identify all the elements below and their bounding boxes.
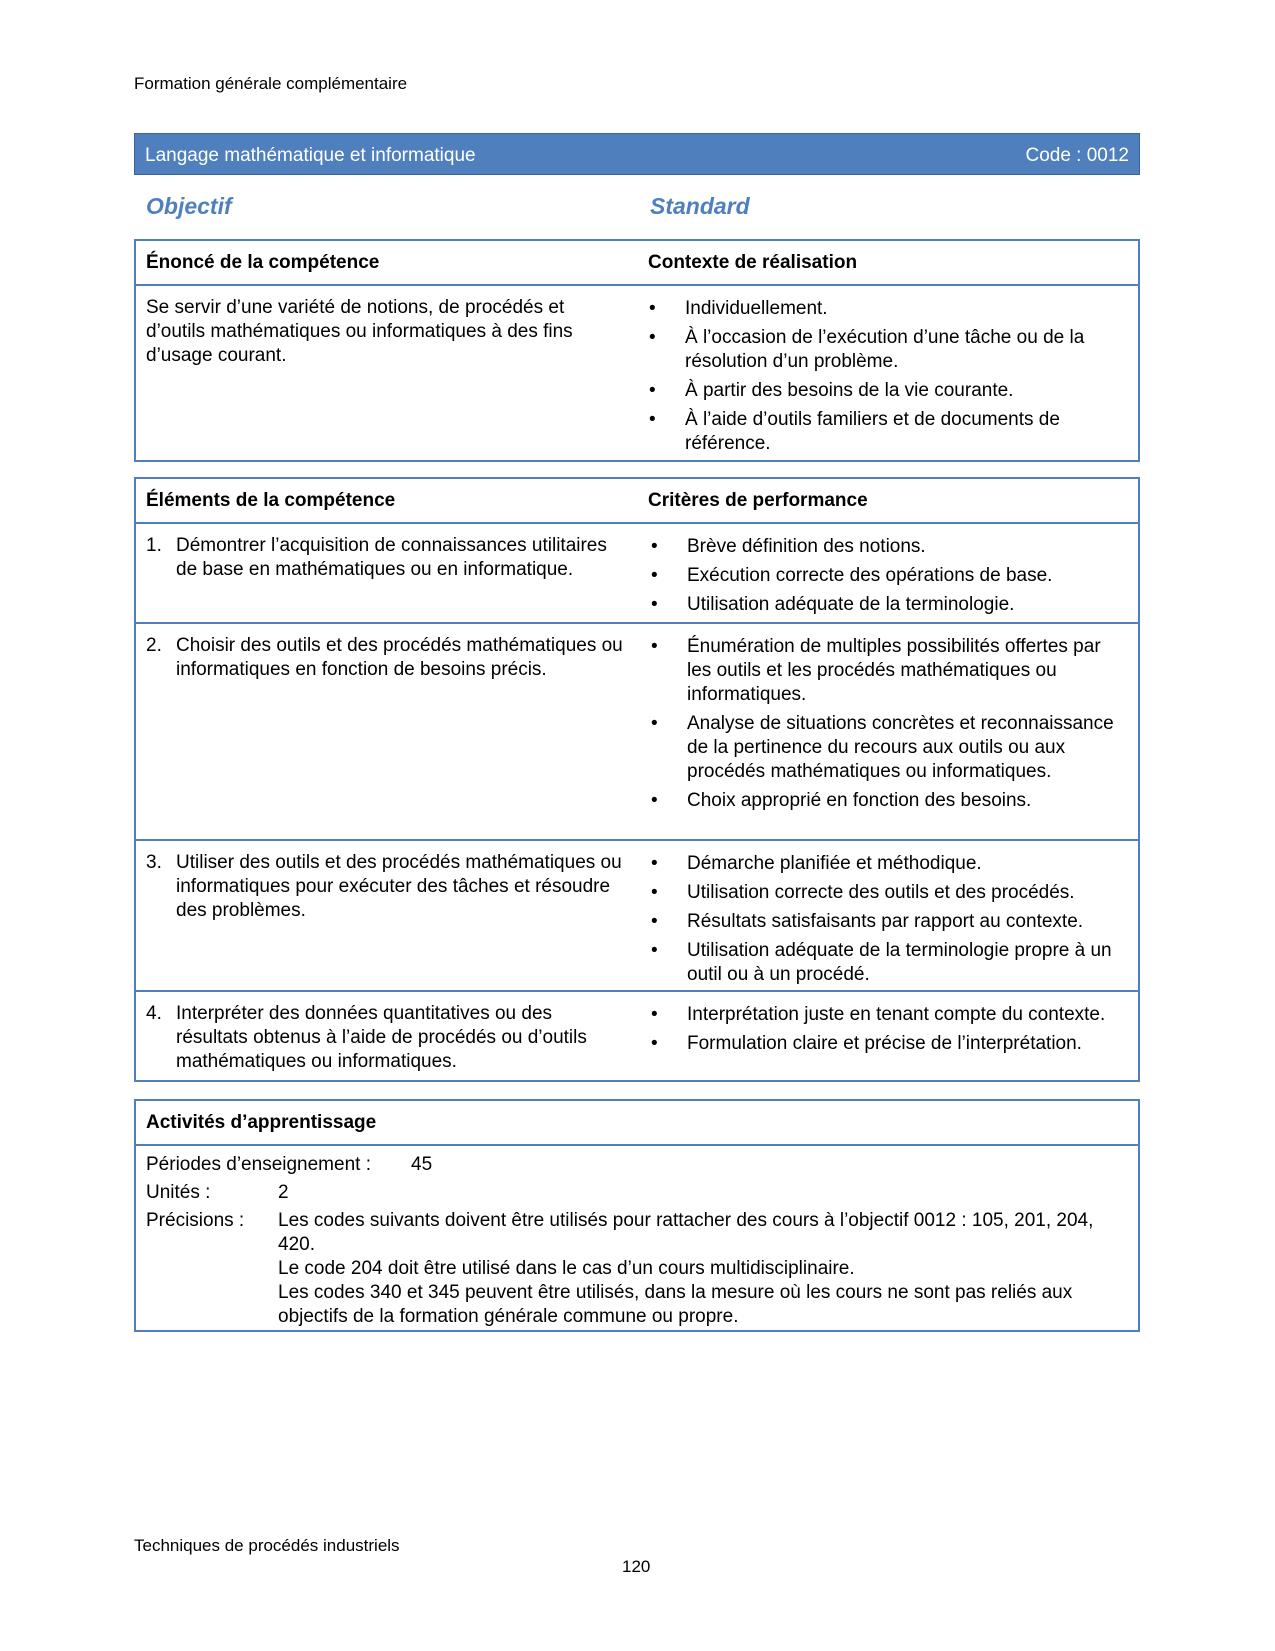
criterion-item (649, 326, 1119, 374)
element-number: 4. (146, 1003, 162, 1024)
criterion-item (651, 939, 1121, 987)
enonce-heading: Énoncé de la compétence (146, 252, 380, 273)
criterion-item (651, 564, 1121, 588)
course-code: Code : 0012 (1025, 145, 1129, 166)
bullet-icon: • (651, 594, 658, 615)
criterion-item (649, 408, 1119, 456)
criterion-item (649, 379, 1119, 403)
unites-label: Unités : (146, 1182, 211, 1203)
criterion-item (651, 789, 1121, 813)
enonce-text: Se servir d’une variété de notions, de procédés et d’outils mathématiques ou informatiques à des fins d’usage courant. (146, 297, 573, 366)
elements-heading: Éléments de la compétence (146, 490, 396, 511)
criterion-item (651, 881, 1121, 905)
periodes-value: 45 (411, 1154, 433, 1175)
running-header: Formation générale complémentaire (134, 74, 408, 93)
bullet-icon: • (651, 882, 658, 903)
criterion-text: À l’aide d’outils familiers et de documents de référence. (685, 409, 1060, 454)
criterion-text: Résultats satisfaisants par rapport au contexte. (687, 911, 1084, 932)
standard-label: Standard (650, 193, 750, 219)
bullet-icon: • (651, 1033, 658, 1054)
element-text: Interpréter des données quantitatives ou des résultats obtenus à l’aide de procédés ou d’outils mathématiques ou informatiques. (176, 1003, 587, 1072)
criterion-text: Brève définition des notions. (687, 536, 926, 557)
precisions-text (278, 1209, 1124, 1329)
bullet-icon: • (651, 536, 658, 557)
bullet-icon: • (649, 409, 656, 430)
elements-box (134, 477, 1140, 1082)
element-text: Choisir des outils et des procédés mathématiques ou informatiques en fonction de besoins précis. (176, 635, 623, 680)
element-statement (146, 534, 626, 582)
element-number: 1. (146, 535, 162, 556)
element-number: 3. (146, 852, 162, 873)
criterion-item (651, 1032, 1121, 1056)
bullet-icon: • (651, 790, 658, 811)
activites-box-header (136, 1101, 1138, 1146)
precisions-label: Précisions : (146, 1210, 245, 1231)
criteria-list (651, 1003, 1121, 1061)
unites-value: 2 (278, 1182, 289, 1203)
precision-line: Les codes 340 et 345 peuvent être utilisés, dans la mesure où les cours ne sont pas reliés aux objectifs de la formation générale commune ou propre. (278, 1282, 1073, 1327)
element-statement (146, 851, 626, 923)
competence-box (134, 239, 1140, 462)
criterion-text: Analyse de situations concrètes et reconnaissance de la pertinence du recours aux outils ou aux procédés mathématiques ou informatiques. (687, 713, 1114, 782)
criterion-text: Utilisation adéquate de la terminologie propre à un outil ou à un procédé. (687, 940, 1112, 985)
bullet-icon: • (651, 1004, 658, 1025)
criterion-text: Démarche planifiée et méthodique. (687, 853, 982, 874)
criterion-item (651, 1003, 1121, 1027)
criterion-item (651, 635, 1121, 707)
criterion-item (651, 535, 1121, 559)
title-bar (134, 133, 1140, 175)
bullet-icon: • (651, 565, 658, 586)
bullet-icon: • (649, 380, 656, 401)
element-text: Démontrer l’acquisition de connaissances utilitaires de base en mathématiques ou en informatique. (176, 535, 607, 580)
criterion-item (649, 297, 1119, 321)
criterion-text: À l’occasion de l’exécution d’une tâche ou de la résolution d’un problème. (685, 327, 1085, 372)
periodes-label: Périodes d’enseignement : (146, 1154, 371, 1175)
criterion-item (651, 852, 1121, 876)
criterion-item (651, 712, 1121, 784)
criteria-list (651, 535, 1121, 622)
element-text: Utiliser des outils et des procédés mathématiques ou informatiques pour exécuter des tâches et résoudre des problèmes. (176, 852, 622, 921)
elements-box-header (136, 479, 1138, 524)
criterion-text: Formulation claire et précise de l’interprétation. (687, 1033, 1082, 1054)
bullet-icon: • (651, 636, 658, 657)
bullet-icon: • (649, 298, 656, 319)
element-statement (146, 1002, 626, 1074)
criterion-text: Utilisation correcte des outils et des procédés. (687, 882, 1075, 903)
criterion-item (651, 593, 1121, 617)
criteria-list (651, 852, 1121, 992)
criterion-text: Énumération de multiples possibilités offertes par les outils et les procédés mathématiques ou informatiques. (687, 636, 1101, 705)
footer-program: Techniques de procédés industriels (134, 1536, 400, 1555)
criterion-text: Utilisation adéquate de la terminologie. (687, 594, 1015, 615)
bullet-icon: • (651, 940, 658, 961)
element-row (136, 839, 1138, 990)
criterion-text: Interprétation juste en tenant compte du contexte. (687, 1004, 1106, 1025)
precision-line: Les codes suivants doivent être utilisés pour rattacher des cours à l’objectif 0012 : 105, 201, 204, 420. (278, 1210, 1094, 1255)
element-number: 2. (146, 635, 162, 656)
competence-box-header (136, 241, 1138, 286)
element-row (136, 622, 1138, 839)
criterion-item (651, 910, 1121, 934)
criterion-text: Individuellement. (685, 298, 828, 319)
bullet-icon: • (651, 853, 658, 874)
criterion-text: Choix approprié en fonction des besoins. (687, 790, 1032, 811)
contexte-heading: Contexte de réalisation (648, 252, 858, 273)
objectif-label: Objectif (146, 193, 232, 219)
element-statement (146, 634, 626, 682)
element-row (136, 990, 1138, 1080)
page-number: 120 (622, 1557, 651, 1576)
element-row (136, 524, 1138, 622)
precision-line: Le code 204 doit être utilisé dans le cas d’un cours multidisciplinaire. (278, 1258, 855, 1279)
criteria-list (651, 635, 1121, 818)
bullet-icon: • (651, 713, 658, 734)
activites-box (134, 1099, 1140, 1332)
criterion-text: À partir des besoins de la vie courante. (685, 380, 1014, 401)
criteres-heading: Critères de performance (648, 490, 868, 511)
bullet-icon: • (649, 327, 656, 348)
course-title: Langage mathématique et informatique (145, 145, 476, 166)
contexte-list (649, 297, 1119, 461)
criterion-text: Exécution correcte des opérations de base. (687, 565, 1053, 586)
activites-heading: Activités d’apprentissage (146, 1112, 377, 1133)
bullet-icon: • (651, 911, 658, 932)
